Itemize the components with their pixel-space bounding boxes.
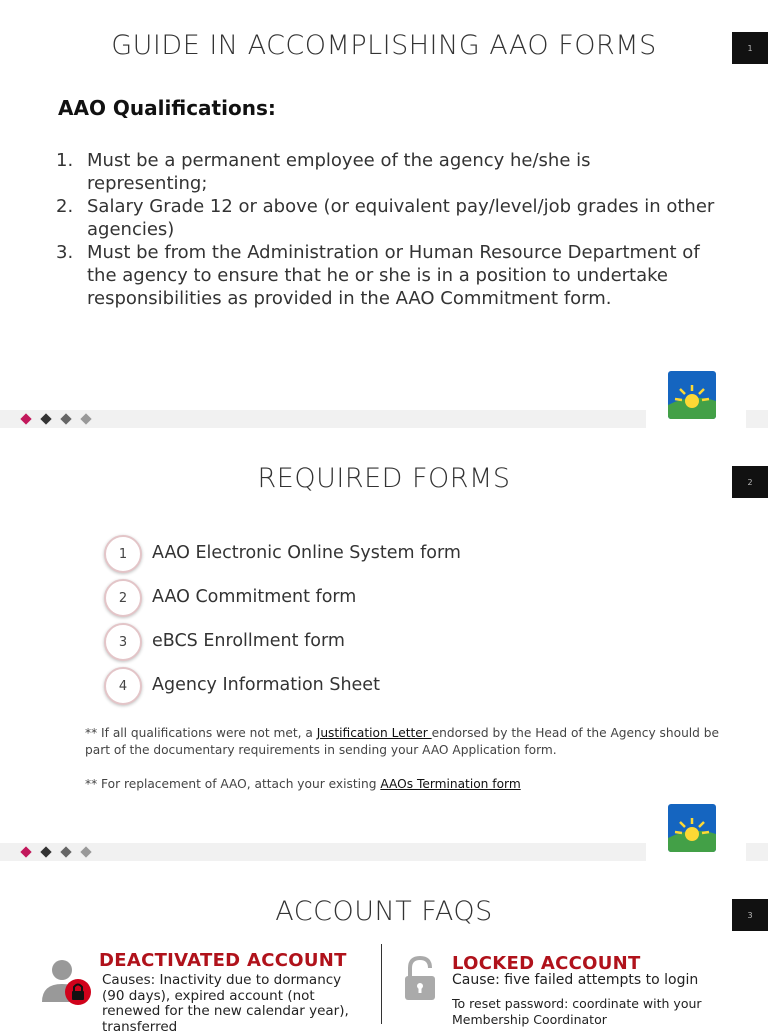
footer-bar-end bbox=[746, 410, 768, 428]
footer-bar bbox=[0, 843, 646, 861]
qualifications-list bbox=[56, 149, 716, 310]
qualifications-heading: AAO Qualifications: bbox=[58, 96, 276, 120]
termination-form-link[interactable]: AAOs Termination form bbox=[380, 777, 521, 791]
form-label: eBCS Enrollment form bbox=[152, 631, 345, 651]
form-label: Agency Information Sheet bbox=[152, 675, 380, 695]
justification-note: ** If all qualifications were not met, a Justification Letter endorsed by the Head of the Agency should be part of the documentary requirements in sending your AAO Application form. bbox=[85, 726, 720, 757]
justification-letter-link[interactable]: Justification Letter bbox=[316, 726, 432, 740]
page-number: 1 bbox=[732, 32, 768, 64]
divider bbox=[381, 944, 382, 1024]
list-item: 3. Must be from the Administration or Human Resource Department of the agency to ensure that he or she is in a position to undertake responsibilities as provided in the AAO Commitment form. bbox=[56, 242, 700, 309]
replacement-note: ** For replacement of AAO, attach your existing AAOs Termination form bbox=[85, 777, 521, 791]
number-badge: 4 bbox=[104, 667, 142, 705]
deactivated-causes: Causes: Inactivity due to dormancy (90 days), expired account (not renewed for the new calendar year), transferred bbox=[102, 972, 349, 1035]
slide-title: GUIDE IN ACCOMPLISHING AAO FORMS bbox=[111, 30, 657, 61]
lock-badge-icon bbox=[65, 979, 91, 1005]
number-badge: 3 bbox=[104, 623, 142, 661]
list-item: 2. Salary Grade 12 or above (or equivalent pay/level/job grades in other agencies) bbox=[56, 196, 715, 240]
number-badge: 1 bbox=[104, 535, 142, 573]
locked-reset: To reset password: coordinate with your Membership Coordinator bbox=[452, 996, 702, 1027]
padlock-icon bbox=[402, 956, 438, 1002]
sun-logo bbox=[668, 371, 716, 419]
locked-cause: Cause: five failed attempts to login bbox=[452, 972, 699, 988]
page-number: 2 bbox=[732, 466, 768, 498]
slide-title: ACCOUNT FAQS bbox=[275, 896, 493, 927]
slide-title: REQUIRED FORMS bbox=[257, 463, 511, 494]
user-icon bbox=[40, 958, 96, 1008]
page-number: 3 bbox=[732, 899, 768, 931]
form-label: AAO Electronic Online System form bbox=[152, 543, 461, 563]
number-badge: 2 bbox=[104, 579, 142, 617]
deactivated-heading: DEACTIVATED ACCOUNT bbox=[99, 950, 347, 971]
footer-bar bbox=[0, 410, 646, 428]
form-label: AAO Commitment form bbox=[152, 587, 357, 607]
sun-logo bbox=[668, 804, 716, 852]
slide-1 bbox=[0, 0, 768, 430]
list-item: 1. Must be a permanent employee of the agency he/she is representing; bbox=[56, 150, 591, 194]
footer-bar-end bbox=[746, 843, 768, 861]
locked-heading: LOCKED ACCOUNT bbox=[452, 953, 641, 974]
